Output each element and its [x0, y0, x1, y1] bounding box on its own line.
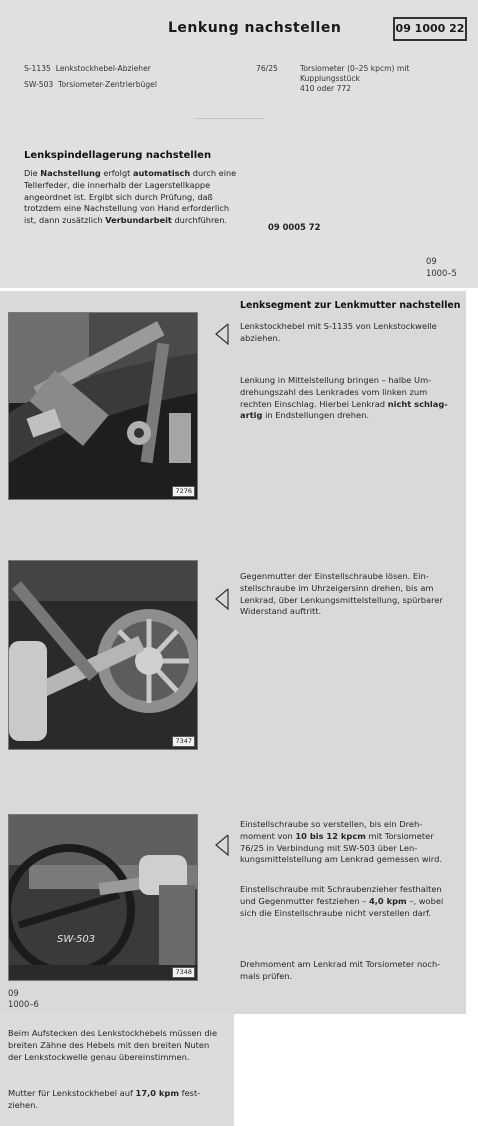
photo-number-badge: 7347	[172, 736, 195, 747]
emphasis-text: 4,0 kpm	[369, 895, 407, 906]
page-group-number: 09	[426, 256, 437, 266]
step-text: Lenkung in Mittelstellung bringen – halbe Umdrehungszahl des Lenkrades vom linken zum rechten Einschlag. Hierbei Lenkrad nicht schlagartig in Endstellungen drehen.	[240, 375, 448, 421]
step-text: Lenkstockhebel mit S-1135 von Lenkstockwelle abziehen.	[240, 321, 437, 343]
page-group-number: 09	[8, 988, 19, 998]
torsiometer-line: Torsiometer (0–25 kpcm) mit Kupplungsstück	[300, 64, 410, 83]
step-text: Einstellschraube mit Schraubenzieher festhalten und Gegenmutter festziehen – 4,0 kpm –, wobei sich die Einstellschraube nicht verstellen darf.	[240, 884, 444, 918]
main-heading: Lenksegment zur Lenkmutter nachstellen	[240, 300, 461, 311]
pointer-arrow-icon	[214, 588, 230, 610]
steering-linkage-photo	[8, 312, 198, 500]
tool-list-item	[24, 64, 151, 74]
document-number-box: 09 1000 22	[393, 17, 467, 41]
emphasis-text: 10 bis 12 kpcm	[295, 830, 366, 841]
section-heading: Lenkspindellagerung nachstellen	[24, 150, 212, 161]
photo-number-badge: 7348	[172, 967, 195, 978]
note-text: Beim Aufstecken des Lenkstockhebels müssen die breiten Zähne des Hebels mit den breiten Nuten der Lenkstockwelle genau übereinstimmen.	[8, 1028, 218, 1062]
reference-number: 09 0005 72	[268, 222, 321, 232]
page-number: 1000–5	[426, 268, 457, 278]
torsiometer-line: 410 oder 772	[300, 84, 352, 93]
emphasis-text: automatisch	[132, 168, 191, 178]
photo-number-badge: 7276	[172, 486, 195, 497]
photo-label: SW-503	[57, 934, 96, 945]
top-document-page	[0, 0, 478, 288]
emphasis-text: 17,0 kpm	[135, 1088, 180, 1098]
tool-code: S-1135	[24, 64, 51, 73]
step-text: Drehmoment am Lenkrad mit Torsiometer nochmals prüfen.	[240, 959, 441, 981]
main-document-page	[0, 291, 466, 1014]
emphasis-text: Nachstellung	[40, 168, 101, 178]
tool-list-item	[24, 80, 157, 90]
pointer-arrow-icon	[214, 323, 230, 345]
bottom-document-page	[0, 1014, 234, 1126]
steering-linkage-illustration	[9, 313, 197, 499]
steering-wheel-photo	[8, 814, 198, 981]
emphasis-text: nicht schlagartig	[240, 398, 448, 421]
adjusting-screw-photo	[8, 560, 198, 750]
section-body-text: Die Nachstellung erfolgt automatisch durch eine Tellerfeder, die innerhalb der Lagerstellkappe angeordnet ist. Ergibt sich durch Prüfung, daß trotzdem eine Nachstellung von Hand erforderlich ist, dann zusätzlich Verbundarbeit durchführen.	[24, 168, 237, 226]
pointer-arrow-icon	[214, 834, 230, 856]
step-text: Gegenmutter der Einstellschraube lösen. Einstellschraube im Uhrzeigersinn drehen, bis am Lenkrad, über Lenkungsmittelstellung, spürbarer Widerstand auftritt.	[240, 571, 443, 617]
steering-wheel-illustration	[9, 815, 197, 980]
adjusting-screw-illustration	[9, 561, 197, 749]
divider	[195, 118, 265, 119]
step-text: Einstellschraube so verstellen, bis ein Drehmoment von 10 bis 12 kpcm mit Torsiometer 76/25 in Verbindung mit SW-503 über Lenkungsmittelstellung am Lenkrad gemessen wird.	[240, 819, 442, 865]
page-number: 1000–6	[8, 999, 39, 1009]
tool-code: SW-503	[24, 80, 54, 89]
tool-name: Torsiometer-Zentrierbügel	[58, 80, 157, 89]
torsiometer-code: 76/25	[256, 64, 278, 73]
note-text: Mutter für Lenkstockhebel auf 17,0 kpm festziehen.	[8, 1088, 201, 1110]
page-title: Lenkung nachstellen	[168, 20, 342, 36]
torsiometer-description	[300, 64, 470, 94]
emphasis-text: Verbundarbeit	[105, 215, 172, 226]
tool-name: Lenkstockhebel-Abzieher	[55, 64, 151, 73]
